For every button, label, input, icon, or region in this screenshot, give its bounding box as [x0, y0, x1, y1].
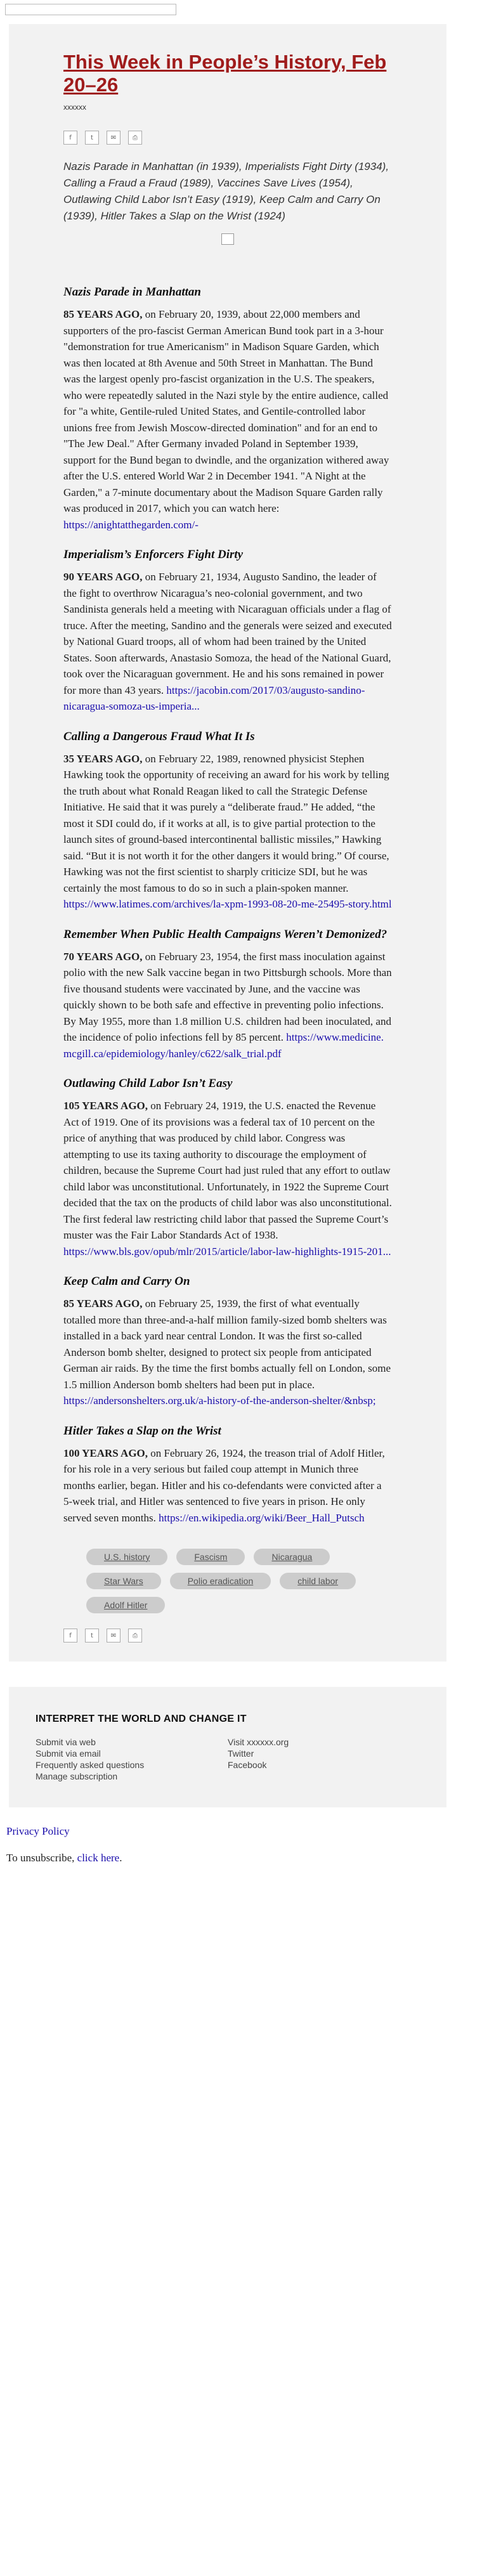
tag-star-wars[interactable]: Star Wars: [86, 1573, 161, 1589]
article-heading: Hitler Takes a Slap on the Wrist: [63, 1424, 221, 1438]
articles-list: [63, 284, 392, 1526]
manage-subscription-link[interactable]: Manage subscription: [36, 1771, 118, 1781]
article-link[interactable]: https://www.latimes.com/archives/la-xpm-1993-08-20-me-25495-story.html: [63, 898, 392, 910]
twitter-link[interactable]: Twitter: [228, 1748, 254, 1759]
article-link[interactable]: https://andersonshelters.org.uk/a-history-of-the-anderson-shelter/&nbsp;: [63, 1395, 376, 1407]
facebook-icon[interactable]: f: [63, 1629, 77, 1643]
article-body: on February 20, 1939, about 22,000 members and supporters of the pro-fascist German American Bund took part in a 3-hour "demonstration for true Americanism" in Madison Square Garden, which was then located at 8th Avenue and 50th Street in Manhattan. The Bund was the largest openly pro-fascist organization in the U.S. The speakers, who were repeatedly saluted in the Nazi style by the entire audience, called for "a white, Gentile-ruled United States, and Gentile-controlled labor unions free from Jewish Moscow-directed domination" and for an end to "The Jew Deal." After Germany invaded Poland in September 1939, support for the Bund began to dwindle, and the organization withered away after the U.S. entered World War 2 in December 1941. "A Night at the Garden," a 7-minute documentary about the Madison Square Garden rally was produced in 2017, which you can watch here:: [63, 308, 389, 514]
tag-adolf-hitler[interactable]: Adolf Hitler: [86, 1597, 165, 1613]
article-section: [63, 1273, 392, 1409]
footer-heading: INTERPRET THE WORLD AND CHANGE IT: [36, 1714, 247, 1724]
article-body: on February 23, 1954, the first mass inoculation against polio with the new Salk vaccine began in two Pittsburgh schools. More than five thousand students were vaccinated by June, and the vaccine was quickly shown to be both safe and effective in preventing polio infections. By May 1955, more than 1.8 million U.S. children had been inoculated, and the incidence of polio infections fell by 85 percent.: [63, 950, 392, 1043]
tag-us-history[interactable]: U.S. history: [86, 1549, 167, 1565]
twitter-icon[interactable]: t: [85, 1629, 99, 1643]
article-lead: 35 YEARS AGO,: [63, 752, 143, 765]
section-image: [221, 233, 234, 245]
share-icons-bottom: [63, 1629, 392, 1643]
article-lead: 90 YEARS AGO,: [63, 571, 143, 583]
article-link[interactable]: https://en.wikipedia.org/wiki/Beer_Hall_Putsch: [159, 1511, 365, 1524]
article-body: on February 21, 1934, Augusto Sandino, the leader of the fight to overthrow Nicaragua’s neo-colonial government, and two Sandinista generals held a meeting with Nicaraguan officials under a flag of truce. After the meeting, Sandino and the generals were seized and executed by National Guard troops, all of whom had been trained by the United States. Soon afterwards, Anastasio Somoza, the head of the National Guard, took over the Nicaraguan government. He and his sons remained in power for more than 43 years.: [63, 571, 392, 696]
article-lead: 85 YEARS AGO,: [63, 1298, 143, 1310]
footer-right-column: [228, 1736, 420, 1782]
footer-links: [36, 1736, 420, 1782]
article-body: on February 22, 1989, renowned physicist Stephen Hawking took the opportunity of receiving an award for his work by telling the truth about what Ronald Reagan liked to call the Strategic Defense Initiative. He said that it was purely a “deliberate fraud.” He added, “the most it SDI could do, if it works at all, is to give partial protection to the launch sites of ground-based intercontinental ballistic missiles,” Hawking said. “But it is not worth it for the other dangers it would bring.” Of course, Hawking was not the first scientist to sharply criticize SDI, but he was certainly the most famous to do so in such a plain-spoken manner.: [63, 752, 389, 894]
submit-web-link[interactable]: Submit via web: [36, 1737, 96, 1747]
article-text: [63, 1445, 392, 1526]
article-section: [63, 729, 392, 913]
legal-section: [6, 1825, 482, 1864]
article-section: [63, 547, 392, 715]
tag-fascism[interactable]: Fascism: [176, 1549, 245, 1565]
article-body: on February 25, 1939, the first of what eventually totalled more than three-and-a-half million family-sized bomb shelters was installed in a back yard near central London. It was the first so-called Anderson bomb shelter, designed to protect six people from anticipated German air raids. By the time the first bombs actually fell on London, some 1.5 million Anderson bomb shelters had been put in place.: [63, 1298, 391, 1391]
unsubscribe-text: [6, 1852, 482, 1864]
tag-list: [86, 1549, 378, 1613]
article-lead: 70 YEARS AGO,: [63, 950, 143, 963]
tag-polio-eradication[interactable]: Polio eradication: [170, 1573, 271, 1589]
unsubscribe-link[interactable]: click here: [77, 1852, 120, 1864]
facebook-link[interactable]: Facebook: [228, 1760, 267, 1770]
share-icons-top: [63, 131, 392, 145]
article-text: [63, 569, 392, 715]
article-section: [63, 1076, 392, 1259]
issue-summary: Nazis Parade in Manhattan (in 1939), Imperialists Fight Dirty (1934), Calling a Fraud a Fraud (1989), Vaccines Save Lives (1954), Outlawing Child Labor Isn’t Easy (1919), Keep Calm and Carry On (1939), Hitler Takes a Slap on the Wrist (1924): [63, 160, 389, 222]
article-heading: Calling a Dangerous Fraud What It Is: [63, 729, 255, 743]
visit-site-link[interactable]: Visit xxxxxx.org: [228, 1737, 289, 1747]
print-icon[interactable]: ⎙: [128, 131, 142, 145]
newsletter-body: [9, 24, 446, 1662]
article-text: [63, 751, 392, 913]
article-section: [63, 1423, 392, 1526]
article-section: [63, 284, 392, 533]
article-lead: 85 YEARS AGO,: [63, 308, 143, 320]
email-icon[interactable]: ✉: [107, 131, 120, 145]
submit-email-link[interactable]: Submit via email: [36, 1748, 101, 1759]
article-link[interactable]: https://jacobin.com/2017/03/augusto-sandino-nicaragua-somoza-us-imperia...: [63, 684, 365, 712]
article-link[interactable]: https://anightatthegarden.com/-: [63, 518, 199, 531]
page-title[interactable]: This Week in People’s History, Feb 20–26: [63, 51, 387, 96]
article-text: [63, 949, 392, 1062]
article-heading: Imperialism’s Enforcers Fight Dirty: [63, 548, 244, 561]
author-byline: xxxxxx: [63, 103, 86, 112]
article-link[interactable]: https://www.bls.gov/opub/mlr/2015/article/labor-law-highlights-1915-201...: [63, 1245, 391, 1258]
unsubscribe-suffix: .: [119, 1852, 122, 1864]
footer-left-column: [36, 1736, 228, 1782]
article-lead: 100 YEARS AGO,: [63, 1447, 148, 1459]
footer: [9, 1687, 446, 1807]
facebook-icon[interactable]: f: [63, 131, 77, 145]
faq-link[interactable]: Frequently asked questions: [36, 1760, 145, 1770]
article-heading: Keep Calm and Carry On: [63, 1275, 190, 1288]
article-text: [63, 306, 392, 533]
article-body: on February 24, 1919, the U.S. enacted the Revenue Act of 1919. One of its provisions was a federal tax of 10 percent on the price of anything that was produced by child labor. Congress was attempting to use its taxing authority to discourage the employment of children, because the Supreme Court had just ruled that any effort to outlaw child labor was unconstitutional. Unfortunately, in 1922 the Supreme Court decided that the tax on the products of child labor was also unconstitutional. The first federal law restricting child labor that passed the Supreme Court’s muster was the Fair Labor Standards Act of 1938.: [63, 1100, 392, 1241]
tag-child-labor[interactable]: child labor: [280, 1573, 356, 1589]
article-lead: 105 YEARS AGO,: [63, 1100, 148, 1112]
article-text: [63, 1296, 392, 1409]
email-icon[interactable]: ✉: [107, 1629, 120, 1643]
twitter-icon[interactable]: t: [85, 131, 99, 145]
article-body: on February 26, 1924, the treason trial of Adolf Hitler, for his role in a very serious but failed coup attempt in Munich three months earlier, began. Hitler and his co-defendants were convicted after a 5-week trial, and Hitler was sentenced to five years in prison. He only served seven months.: [63, 1447, 385, 1524]
tag-nicaragua[interactable]: Nicaragua: [254, 1549, 330, 1565]
article-heading: Outlawing Child Labor Isn’t Easy: [63, 1077, 233, 1090]
header-banner-image: [5, 4, 176, 15]
article-link[interactable]: https://www.medicine.mcgill.ca/epidemiology/hanley/c622/salk_trial.pdf: [63, 1031, 384, 1060]
article-section: [63, 927, 392, 1062]
privacy-policy-link[interactable]: Privacy Policy: [6, 1825, 70, 1837]
article-heading: Nazis Parade in Manhattan: [63, 285, 201, 299]
article-heading: Remember When Public Health Campaigns Weren’t Demonized?: [63, 927, 388, 941]
print-icon[interactable]: ⎙: [128, 1629, 142, 1643]
unsubscribe-prefix: To unsubscribe,: [6, 1852, 77, 1864]
article-text: [63, 1098, 392, 1259]
